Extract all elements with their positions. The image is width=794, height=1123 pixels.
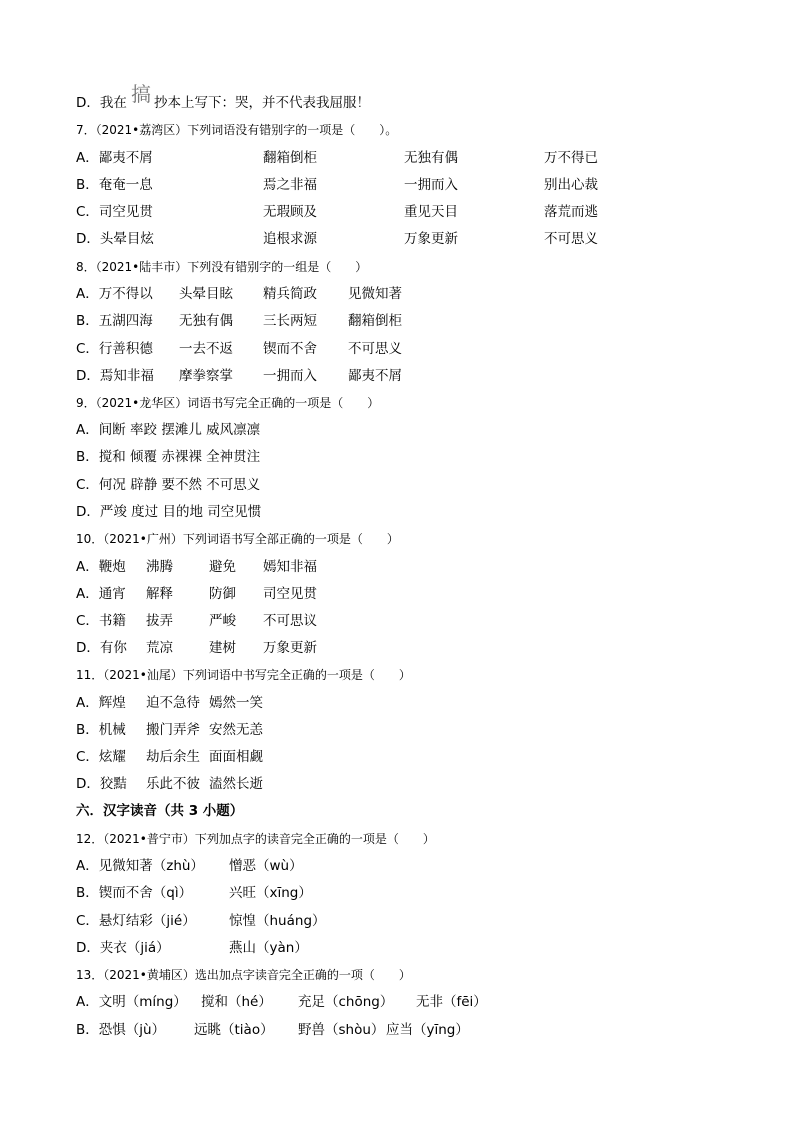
text-cell: 7．（2021•荔湾区）下列词语没有错别字的一项是（ ）。 (76, 123, 398, 137)
text-cell: 锲而不舍 (263, 341, 317, 357)
text-cell: 无瑕顾及 (263, 204, 317, 220)
text-cell: 摩拳察掌 (179, 368, 233, 384)
text-cell: 远眺（tiào） (194, 1022, 274, 1038)
text-cell: 一去不返 (179, 341, 233, 357)
text-cell: 沸腾 (146, 559, 173, 575)
text-cell: A．文明（míng） (76, 994, 187, 1010)
text-cell: 翻箱倒柜 (263, 150, 317, 166)
text-cell: 不可思义 (544, 231, 598, 247)
text-cell: B．奄奄一息 (76, 177, 153, 193)
text-cell: 别出心裁 (544, 177, 598, 193)
text-cell: 三长两短 (263, 313, 317, 329)
text-cell: 万象更新 (263, 640, 317, 656)
text-cell: A．辉煌 (76, 695, 126, 711)
text-cell: D．严竣 度过 目的地 司空见惯 (76, 504, 262, 520)
text-cell: 9．（2021•龙华区）词语书写完全正确的一项是（ ） (76, 396, 380, 410)
text-cell: 万不得已 (544, 150, 598, 166)
text-cell: B．锲而不舍（qì） (76, 885, 193, 901)
text-cell: A．间断 率跤 摆滩儿 威风凛凛 (76, 422, 261, 438)
text-cell: 劫后余生 (146, 749, 200, 765)
text-cell: A．鄙夷不屑 (76, 150, 153, 166)
text-cell: 13．（2021•黄埔区）选出加点字读音完全正确的一项（ ） (76, 968, 411, 982)
text-cell: D．我在 (76, 95, 127, 111)
text-cell: D．狡黠 (76, 776, 127, 792)
text-cell: A．通宵 (76, 586, 126, 602)
text-cell: 落荒而逃 (544, 204, 598, 220)
text-cell: A．万不得以 (76, 286, 153, 302)
text-cell: 万象更新 (404, 231, 458, 247)
text-cell: 10．（2021•广州）下列词语书写全部正确的一项是（ ） (76, 532, 399, 546)
handwritten-character: 搞 (131, 82, 151, 106)
text-cell: 一拥而入 (404, 177, 458, 193)
text-cell: C．悬灯结彩（jié） (76, 913, 196, 929)
text-cell: 荒凉 (146, 640, 173, 656)
text-cell: 迫不急待 (146, 695, 200, 711)
text-cell: 追根求源 (263, 231, 317, 247)
text-cell: 搬门弄斧 (146, 722, 200, 738)
text-cell: 充足（chōng） (298, 994, 394, 1010)
text-cell: 翻箱倒柜 (348, 313, 402, 329)
text-cell: C．何况 辟静 要不然 不可思义 (76, 477, 261, 493)
text-cell: 焉之非福 (263, 177, 317, 193)
text-cell: B．五湖四海 (76, 313, 153, 329)
text-cell: 解释 (146, 586, 173, 602)
text-cell: 搅和（hé） (201, 994, 272, 1010)
text-cell: B．搅和 倾覆 赤裸裸 全神贯注 (76, 449, 261, 465)
text-cell: 憎恶（wù） (229, 858, 303, 874)
text-cell: C．行善积德 (76, 341, 153, 357)
text-cell: 野兽（shòu） (298, 1022, 385, 1038)
text-cell: 燕山（yàn） (229, 940, 308, 956)
text-cell: C．炫耀 (76, 749, 126, 765)
text-cell: 不可思议 (263, 613, 317, 629)
text-cell: 溘然长逝 (209, 776, 263, 792)
text-cell: 鄙夷不屑 (348, 368, 402, 384)
text-cell: 乐此不彼 (146, 776, 200, 792)
text-cell: 8．（2021•陆丰市）下列没有错别字的一组是（ ） (76, 260, 368, 274)
text-cell: 司空见贯 (263, 586, 317, 602)
text-cell: 无独有偶 (179, 313, 233, 329)
text-cell: 安然无恙 (209, 722, 263, 738)
text-cell: 精兵简政 (263, 286, 317, 302)
text-cell: C．司空见贯 (76, 204, 153, 220)
text-cell: A．鞭炮 (76, 559, 126, 575)
text-cell: 应当（yīng） (386, 1022, 469, 1038)
text-cell: 惊惶（huáng） (229, 913, 326, 929)
text-cell: 防御 (209, 586, 236, 602)
text-cell: 建树 (209, 640, 236, 656)
text-cell: 无非（fēi） (416, 994, 487, 1010)
text-cell: 严峻 (209, 613, 236, 629)
text-cell: 抄本上写下：哭，并不代表我屈服！ (154, 95, 370, 111)
text-cell: D．夹衣（jiá） (76, 940, 170, 956)
text-cell: 见微知著 (348, 286, 402, 302)
text-cell: 六．汉字读音（共 3 小题） (76, 803, 244, 819)
text-cell: D．焉知非福 (76, 368, 154, 384)
text-cell: 拔弄 (146, 613, 173, 629)
text-cell: C．书籍 (76, 613, 126, 629)
text-cell: 头晕目眩 (179, 286, 233, 302)
text-cell: 不可思义 (348, 341, 402, 357)
text-cell: 嫣知非福 (263, 559, 317, 575)
text-cell: D．头晕目炫 (76, 231, 154, 247)
text-cell: 兴旺（xīng） (229, 885, 312, 901)
text-cell: 嫣然一笑 (209, 695, 263, 711)
text-cell: 重见天目 (404, 204, 458, 220)
text-cell: 12．（2021•普宁市）下列加点字的读音完全正确的一项是（ ） (76, 832, 435, 846)
text-cell: 一拥而入 (263, 368, 317, 384)
text-cell: 无独有偶 (404, 150, 458, 166)
text-cell: B．机械 (76, 722, 126, 738)
text-cell: A．见微知著（zhù） (76, 858, 204, 874)
text-cell: 面面相觑 (209, 749, 263, 765)
text-cell: 11．（2021•汕尾）下列词语中书写完全正确的一项是（ ） (76, 668, 411, 682)
text-cell: D．有你 (76, 640, 127, 656)
text-cell: B．恐惧（jù） (76, 1022, 166, 1038)
text-cell: 避免 (209, 559, 236, 575)
